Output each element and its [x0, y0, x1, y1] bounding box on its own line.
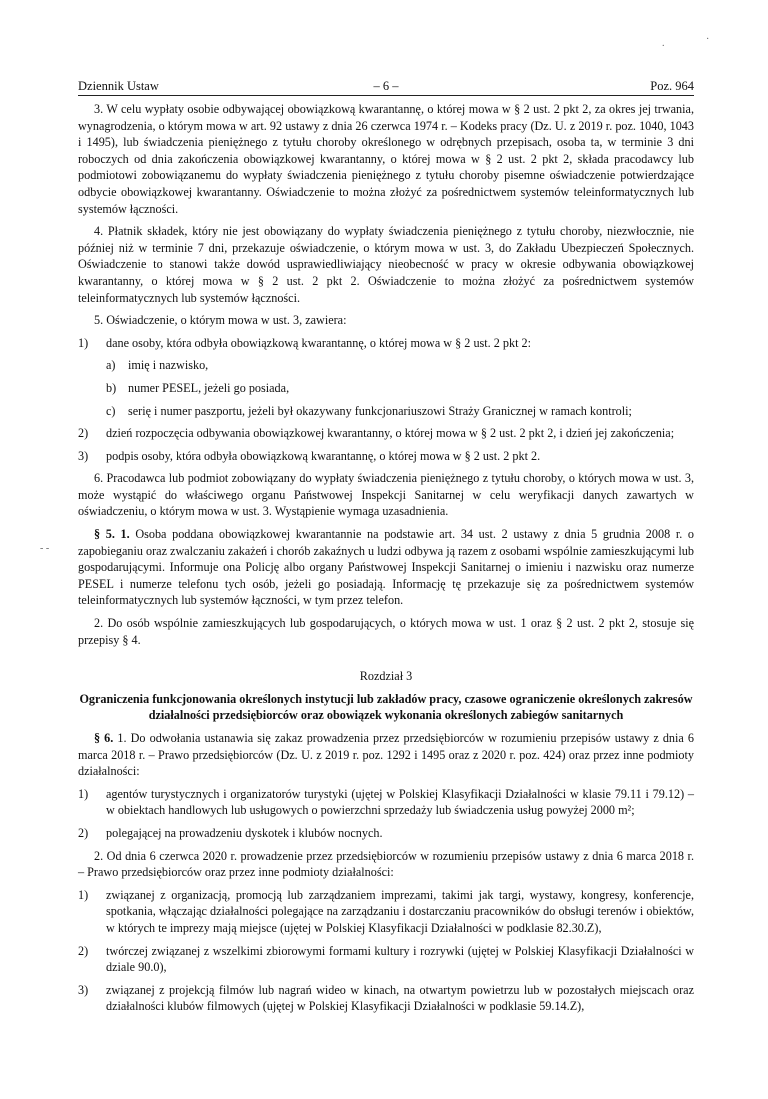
sub-list-text: imię i nazwisko, — [128, 358, 209, 373]
paragraph-5-2: 2. Do osób wspólnie zamieszkujących lub gospodarujących, o których mowa w ust. 1 oraz § 2 ust. 2 pkt 2, stosuje się przepisy § 4. — [78, 616, 694, 647]
page-header — [78, 79, 694, 96]
section-marker: § 6. — [94, 731, 114, 745]
list-text: związanej z projekcją filmów lub nagrań wideo w kinach, na otwartym powietrzu lub w pozostałych miejscach oraz działalności klubów filmowych (ujętej w Polskiej Klasyfikacji Działalności w podklasie 59.14.Z), — [106, 982, 694, 1014]
list-text: związanej z organizacją, promocją lub zarządzaniem imprezami, takimi jak targi, wystawy, kongresy, konferencje, spotkania, włączając działalności polegające na zarządzaniu i dostarczaniu pracowników do obsługi terenów i obiektów, w których te imprezy mają miejsce (ujętej w Polskiej Klasyfikacji Działalności w podklasie 82.30.Z), — [106, 887, 694, 935]
list-number: 1) — [78, 335, 89, 350]
scan-speck: . — [662, 38, 665, 49]
paragraph-text: 1. Do odwołania ustanawia się zakaz prowadzenia przez przedsiębiorców w rozumieniu przepisów ustawy z dnia 6 marca 2018 r. – Prawo przedsiębiorców (Dz. U. z 2019 r. poz. 1292 i 1495 oraz z 2020 r. poz. 424) oraz przez inne podmioty działalności: — [78, 731, 694, 779]
paragraph-4-5: 5. Oświadczenie, o którym mowa w ust. 3, zawiera: — [94, 313, 347, 328]
list-text: agentów turystycznych i organizatorów turystyki (ujętej w Polskiej Klasyfikacji Działalności w klasie 79.11 i 79.12) – w obiektach handlowych lub usługowych o powierzchni sprzedaży lub świadczenia usług powyżej 2000 m²; — [106, 786, 694, 818]
paragraph-4-6: 6. Pracodawca lub podmiot zobowiązany do wypłaty świadczenia pieniężnego z tytułu choroby, o których mowa w ust. 3, może wystąpić do właściwego organu Państwowej Inspekcji Sanitarnej w celu weryfikacji danych zawartych w oświadczeniu, o którym mowa w ust. 3. Wystąpienie wymaga uzasadnienia. — [78, 471, 694, 519]
paragraph-6-1 — [78, 730, 694, 780]
paragraph-6-2: 2. Od dnia 6 czerwca 2020 r. prowadzenie przez przedsiębiorców w rozumieniu przepisów ustawy z dnia 6 marca 2018 r. – Prawo przedsiębiorców oraz przez inne podmioty działalności: — [78, 848, 694, 880]
scan-speck: ‑ ‑ — [40, 543, 50, 554]
page-number: – 6 – — [373, 79, 399, 93]
section-marker: § 5. 1. — [94, 527, 130, 542]
list-item — [78, 982, 694, 1015]
sub-list-letter: c) — [106, 403, 116, 418]
list-number: 2) — [78, 943, 89, 958]
list-item — [78, 335, 694, 352]
list-number: 3) — [78, 982, 89, 997]
list-number: 1) — [78, 887, 89, 902]
scan-speck: · — [706, 34, 710, 45]
sub-list-item — [106, 380, 694, 397]
list-text: polegającej na prowadzeniu dyskotek i klubów nocnych. — [106, 825, 383, 840]
paragraph-text: Osoba poddana obowiązkowej kwarantannie na podstawie art. 34 ust. 2 ustawy z dnia 5 grudnia 2008 r. o zapobieganiu oraz zwalczaniu zakażeń i chorób zakaźnych u ludzi odbywa ją razem z osobami wspólnie zamieszkującymi lub gospodarującymi. Informuje ona Policję albo organy Państwowej Inspekcji Sanitarnej o imieniu i nazwisku oraz numerze PESEL i numerze telefonu tych osób, jeżeli go posiadają. Informację tę przekazuje się za pośrednictwem systemów teleinformatycznych lub systemów łączności, w tym przez telefon. — [78, 527, 694, 608]
list-number: 1) — [78, 786, 89, 801]
sub-list-item — [106, 357, 694, 374]
paragraph-5-1 — [78, 526, 694, 609]
position-number: Poz. 964 — [650, 79, 694, 93]
list-item — [78, 887, 694, 937]
list-text: twórczej związanej z wszelkimi zbiorowymi formami kultury i rozrywki (ujętej w Polskiej Klasyfikacji Działalności w dziale 90.0), — [106, 943, 694, 975]
list-item — [78, 943, 694, 976]
sub-list-letter: a) — [106, 358, 116, 373]
sub-list-item — [106, 403, 694, 420]
list-text: dane osoby, która odbyła obowiązkową kwarantannę, o której mowa w § 2 ust. 2 pkt 2: — [106, 335, 531, 350]
list-text: podpis osoby, która odbyła obowiązkową kwarantannę, o której mowa w § 2 ust. 2 pkt 2. — [106, 448, 541, 463]
paragraph-4-4: 4. Płatnik składek, który nie jest obowiązany do wypłaty świadczenia pieniężnego z tytułu choroby, niezwłocznie, nie później niż w terminie 7 dni, przekazuje oświadczenie, o którym mowa w ust. 3, do Zakładu Ubezpieczeń Społecznych. Oświadczenie to stanowi także dowód usprawiedliwiający nieobecność w pracy w okresie odbywania obowiązkowej kwarantanny, o której mowa w § 2 ust. 2 pkt 2. Oświadczenie to można złożyć za pośrednictwem systemów teleinformatycznych lub systemów łączności. — [78, 224, 694, 305]
list-item — [78, 448, 694, 465]
sub-list-text: serię i numer paszportu, jeżeli był okazywany funkcjonariuszowi Straży Granicznej w ramach kontroli; — [128, 403, 632, 418]
paragraph-4-3: 3. W celu wypłaty osobie odbywającej obowiązkową kwarantannę, o której mowa w § 2 ust. 2 pkt 2, za okres jej trwania, wynagrodzenia, o którym mowa w art. 92 ustawy z dnia 26 czerwca 1974 r. – Kodeks pracy (Dz. U. z 2019 r. poz. 1040, 1043 i 1495), lub świadczenia pieniężnego z tytułu choroby określonego w odrębnych przepisach, osoba ta, w terminie 3 dni roboczych od dnia zakończenia obowiązkowej kwarantanny, o której mowa w § 2 ust. 2 pkt 2, składa pracodawcy lub podmiotowi zobowiązanemu do wypłaty świadczenia pieniężnego z tytułu choroby pisemne oświadczenie potwierdzające odbycie obowiązkowej kwarantanny. Oświadczenie to można złożyć za pośrednictwem systemów teleinformatycznych lub systemów łączności. — [78, 102, 694, 216]
list-item — [78, 425, 694, 442]
list-text: dzień rozpoczęcia odbywania obowiązkowej kwarantanny, o której mowa w § 2 ust. 2 pkt 2, i dzień jej zakończenia; — [106, 426, 675, 441]
list-item — [78, 786, 694, 819]
journal-name: Dziennik Ustaw — [78, 79, 159, 93]
list-number: 2) — [78, 426, 89, 441]
sub-list-letter: b) — [106, 380, 117, 395]
list-number: 3) — [78, 448, 89, 463]
document-body — [78, 101, 694, 1021]
chapter-title: Ograniczenia funkcjonowania określonych instytucji lub zakładów pracy, czasowe ograniczenie określonych zakresów działalności przedsiębiorców oraz obowiązek wykonania określonych zabiegów sanitarnych — [79, 691, 693, 723]
chapter-number: Rozdział 3 — [359, 669, 413, 684]
list-item — [78, 825, 694, 842]
list-number: 2) — [78, 825, 89, 840]
sub-list-text: numer PESEL, jeżeli go posiada, — [128, 380, 290, 395]
